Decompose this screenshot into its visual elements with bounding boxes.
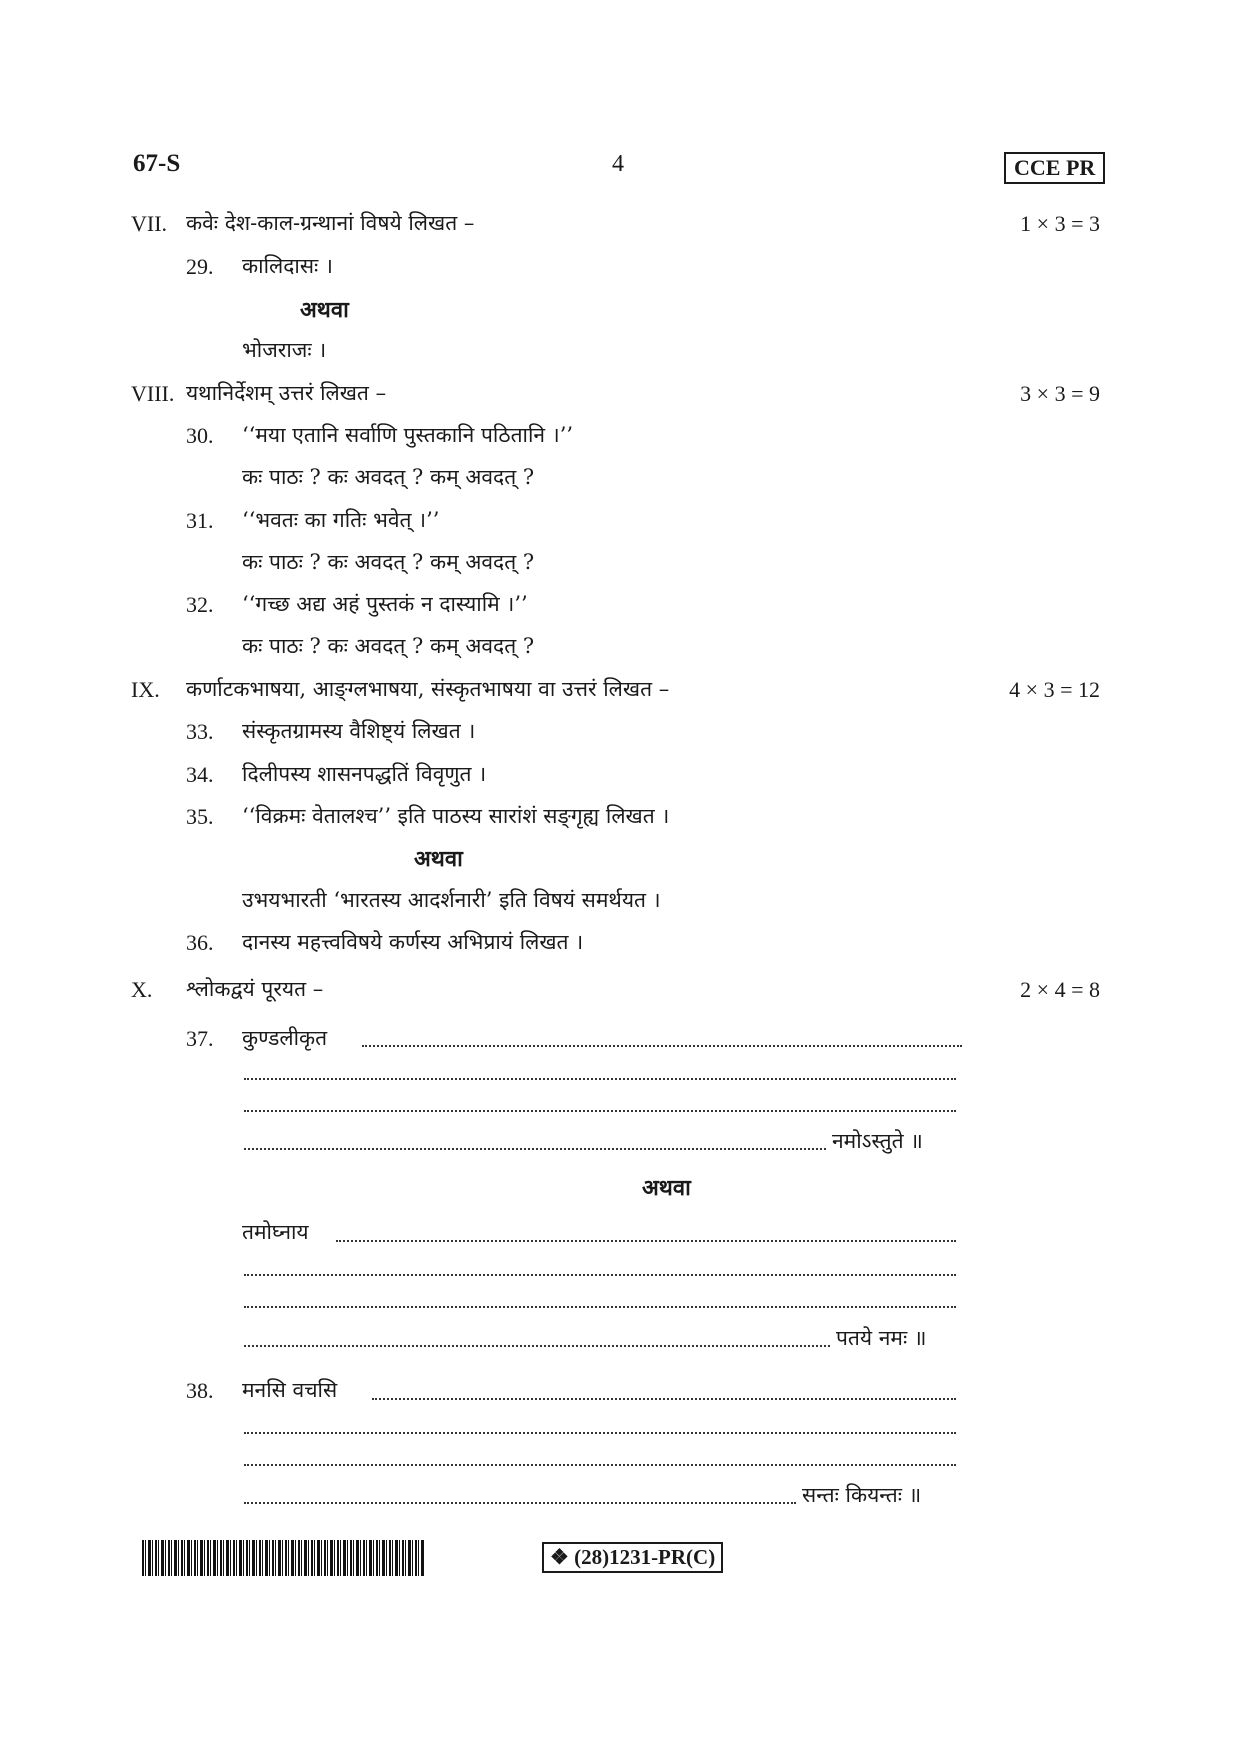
- answer-line: [372, 1398, 956, 1400]
- answer-line: [244, 1306, 956, 1308]
- or-label: अथवा: [642, 1175, 691, 1201]
- section-x-title: श्लोकद्वयं पूरयत –: [186, 977, 324, 1001]
- answer-line: [244, 1148, 826, 1150]
- or-label: अथवा: [300, 297, 349, 323]
- question-37-start: कुण्डलीकृत: [242, 1026, 328, 1050]
- section-viii-title: यथानिर्देशम् उत्तरं लिखत –: [186, 381, 387, 405]
- page-number: 4: [612, 151, 624, 177]
- question-30-number: 30.: [186, 423, 214, 448]
- answer-line: [244, 1502, 796, 1504]
- question-34-number: 34.: [186, 762, 214, 787]
- question-29-number: 29.: [186, 254, 214, 279]
- answer-line: [244, 1432, 956, 1434]
- question-37-number: 37.: [186, 1026, 214, 1051]
- question-36-text: दानस्य महत्त्वविषये कर्णस्य अभिप्रायं लिखत ।: [242, 930, 584, 954]
- question-38-end: सन्तः कियन्तः ॥: [802, 1483, 922, 1507]
- question-32-text: ‘‘गच्छ अद्य अहं पुस्तकं न दास्यामि ।’’: [242, 592, 528, 616]
- question-35-number: 35.: [186, 804, 214, 829]
- question-29-text: कालिदासः ।: [242, 254, 333, 278]
- section-viii-number: VIII.: [131, 381, 175, 406]
- answer-line: [362, 1045, 962, 1047]
- question-31-subquestions: कः पाठः ? कः अवदत् ? कम् अवदत् ?: [242, 550, 535, 574]
- question-35-alternative: उभयभारती ‘भारतस्य आदर्शनारी’ इति विषयं समर्थयत ।: [242, 888, 661, 912]
- answer-line: [336, 1240, 956, 1242]
- question-31-number: 31.: [186, 508, 214, 533]
- question-33-number: 33.: [186, 719, 214, 744]
- footer-code: ❖ (28)1231-PR(C): [542, 1542, 723, 1573]
- section-x-number: X.: [131, 977, 153, 1002]
- question-35-text: ‘‘विक्रमः वेतालश्च’’ इति पाठस्य सारांशं सङ्गृह्य लिखत ।: [242, 804, 670, 828]
- cce-pr-label: CCE PR: [1004, 152, 1105, 184]
- answer-line: [244, 1274, 956, 1276]
- question-32-subquestions: कः पाठः ? कः अवदत् ? कम् अवदत् ?: [242, 634, 535, 658]
- question-36-number: 36.: [186, 930, 214, 955]
- or-label: अथवा: [414, 846, 463, 872]
- section-x-marks: 2 × 4 = 8: [1020, 977, 1100, 1002]
- alternative-verse-start: तमोघ्नाय: [242, 1220, 309, 1244]
- question-33-text: संस्कृतग्रामस्य वैशिष्ट्यं लिखत ।: [242, 719, 476, 743]
- answer-line: [244, 1110, 956, 1112]
- question-31-text: ‘‘भवतः का गतिः भवेत् ।’’: [242, 508, 440, 532]
- section-ix-title: कर्णाटकभाषया, आङ्ग्लभाषया, संस्कृतभाषया वा उत्तरं लिखत –: [186, 677, 670, 701]
- section-vii-number: VII.: [131, 211, 168, 236]
- question-34-text: दिलीपस्य शासनपद्धतिं विवृणुत ।: [242, 762, 487, 786]
- barcode: [142, 1540, 424, 1576]
- section-vii-title: कवेः देश-काल-ग्रन्थानां विषये लिखत –: [186, 211, 475, 235]
- answer-line: [244, 1464, 956, 1466]
- answer-line: [244, 1078, 956, 1080]
- question-29-alternative: भोजराजः ।: [242, 338, 327, 362]
- question-30-text: ‘‘मया एतानि सर्वाणि पुस्तकानि पठितानि ।’’: [242, 423, 574, 447]
- question-38-start: मनसि वचसि: [242, 1378, 338, 1402]
- section-viii-marks: 3 × 3 = 9: [1020, 381, 1100, 406]
- question-32-number: 32.: [186, 592, 214, 617]
- section-ix-number: IX.: [131, 677, 160, 702]
- alternative-verse-end: पतये नमः ॥: [836, 1326, 927, 1350]
- question-30-subquestions: कः पाठः ? कः अवदत् ? कम् अवदत् ?: [242, 465, 535, 489]
- question-38-number: 38.: [186, 1378, 214, 1403]
- question-37-end: नमोऽस्तुते ॥: [832, 1129, 923, 1153]
- answer-line: [244, 1345, 830, 1347]
- section-vii-marks: 1 × 3 = 3: [1020, 211, 1100, 236]
- section-ix-marks: 4 × 3 = 12: [1009, 677, 1100, 702]
- paper-code: 67-S: [133, 150, 181, 177]
